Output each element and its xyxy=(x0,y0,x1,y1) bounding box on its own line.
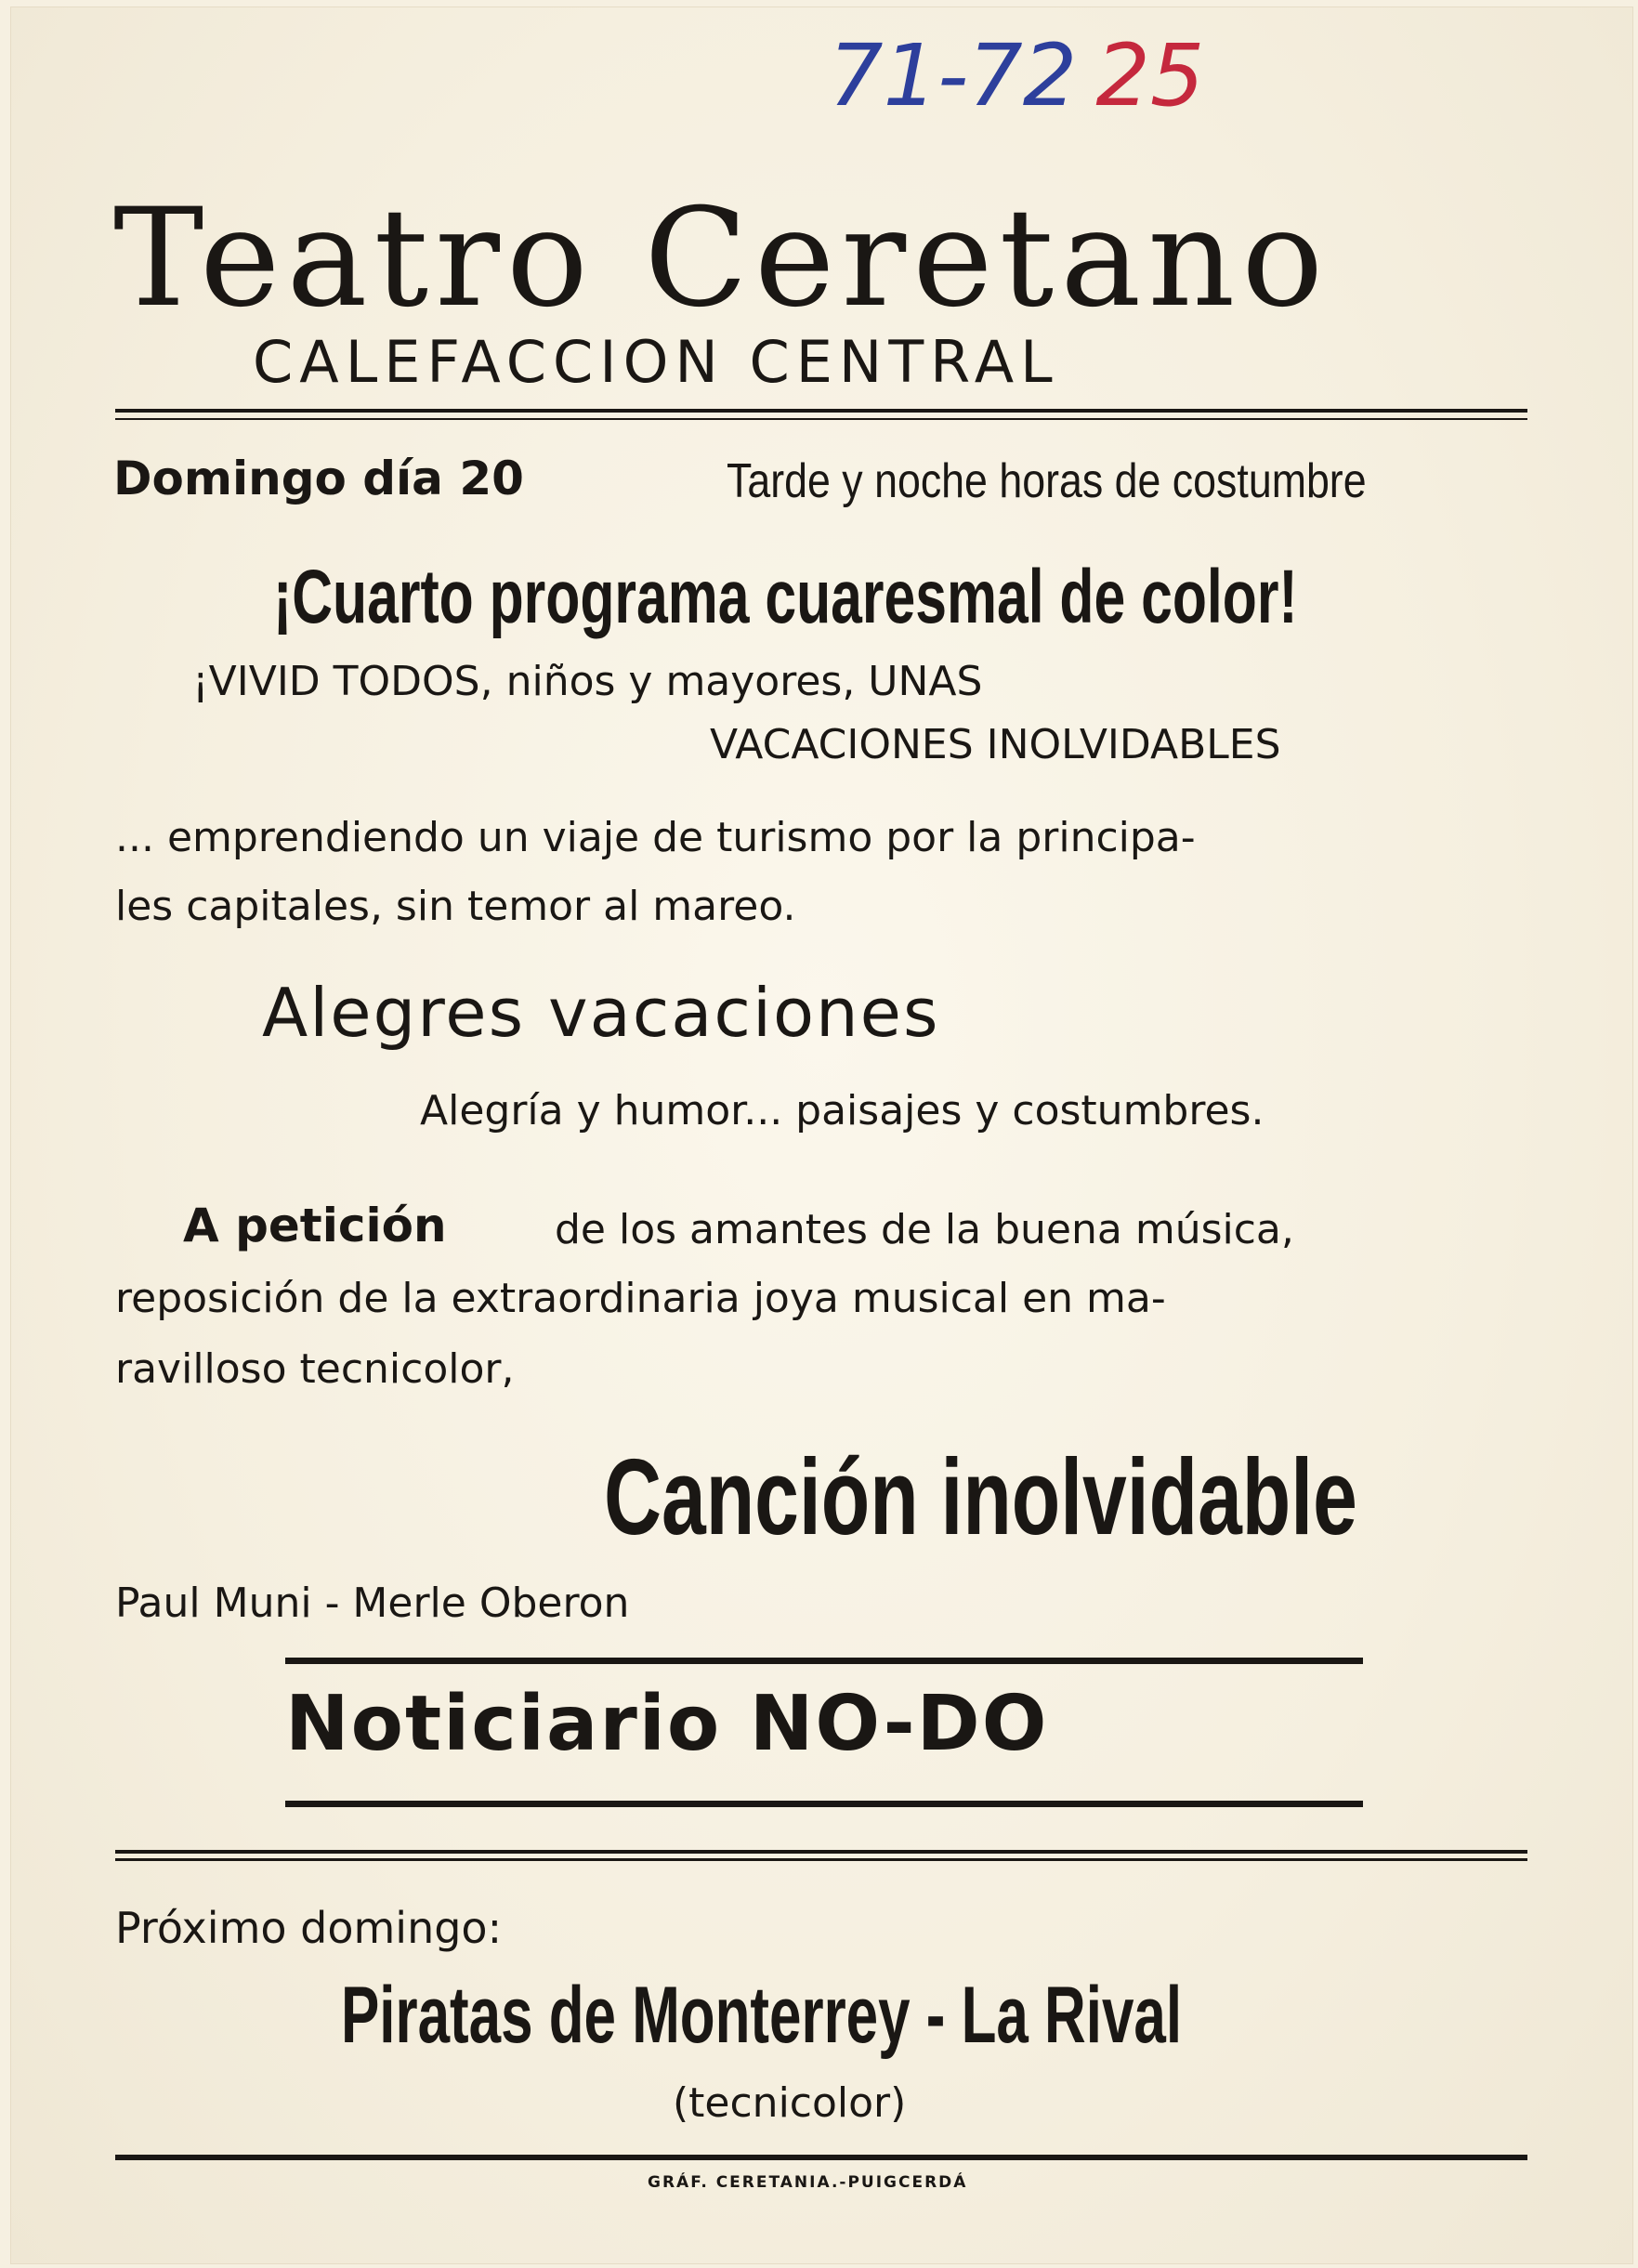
film-2-description-line-1: de los amantes de la buena música, xyxy=(555,1206,1294,1253)
film-2-lead: A petición xyxy=(183,1199,447,1252)
next-divider-thin xyxy=(115,1858,1527,1861)
theatre-title: Teatro Ceretano xyxy=(113,179,1330,337)
handwritten-note xyxy=(829,26,1204,147)
next-sunday-note: (tecnicolor) xyxy=(673,2079,907,2127)
next-sunday-label: Próximo domingo: xyxy=(115,1903,503,1953)
film-1-tagline: Alegría y humor... paisajes y costumbres. xyxy=(420,1087,1265,1134)
next-sunday-films: Piratas de Monterrey - La Rival xyxy=(341,1971,1183,2060)
film-2-description-line-2: reposición de la extraordinaria joya musical en ma- xyxy=(115,1275,1166,1322)
footer-rule xyxy=(115,2155,1527,2160)
newsreel-label: Noticiario NO-DO xyxy=(285,1680,1049,1768)
film-1-title: Alegres vacaciones xyxy=(262,974,940,1052)
newsreel-bottom-rule xyxy=(285,1801,1363,1807)
show-times: Tarde y noche horas de costumbre xyxy=(727,454,1367,508)
program-description-line-1: ... emprendiendo un viaje de turismo por la principa- xyxy=(115,814,1196,861)
film-2-cast: Paul Muni - Merle Oberon xyxy=(115,1580,630,1627)
program-vivid-line-2: VACACIONES INOLVIDABLES xyxy=(710,721,1281,768)
handbill-card xyxy=(11,7,1632,2263)
newsreel-top-rule xyxy=(285,1658,1363,1664)
next-divider xyxy=(115,1850,1527,1854)
theatre-subtitle: CALEFACCION CENTRAL xyxy=(253,328,1059,396)
header-divider xyxy=(115,409,1527,413)
header-divider-thin xyxy=(115,418,1527,420)
handwritten-number-red: 25 xyxy=(1095,26,1205,125)
program-headline: ¡Cuarto programa cuaresmal de color! xyxy=(273,555,1298,639)
film-2-description-line-3: ravilloso tecnicolor, xyxy=(115,1345,515,1393)
printer-credit: GRÁF. CERETANIA.-PUIGCERDÁ xyxy=(648,2173,968,2192)
program-vivid-line-1: ¡VIVID TODOS, niños y mayores, UNAS xyxy=(192,658,983,705)
program-description-line-2: les capitales, sin temor al mareo. xyxy=(115,883,796,930)
handwritten-number-blue: 71-72 xyxy=(829,26,1078,125)
film-2-title: Canción inolvidable xyxy=(604,1436,1357,1557)
show-date: Domingo día 20 xyxy=(113,452,524,505)
